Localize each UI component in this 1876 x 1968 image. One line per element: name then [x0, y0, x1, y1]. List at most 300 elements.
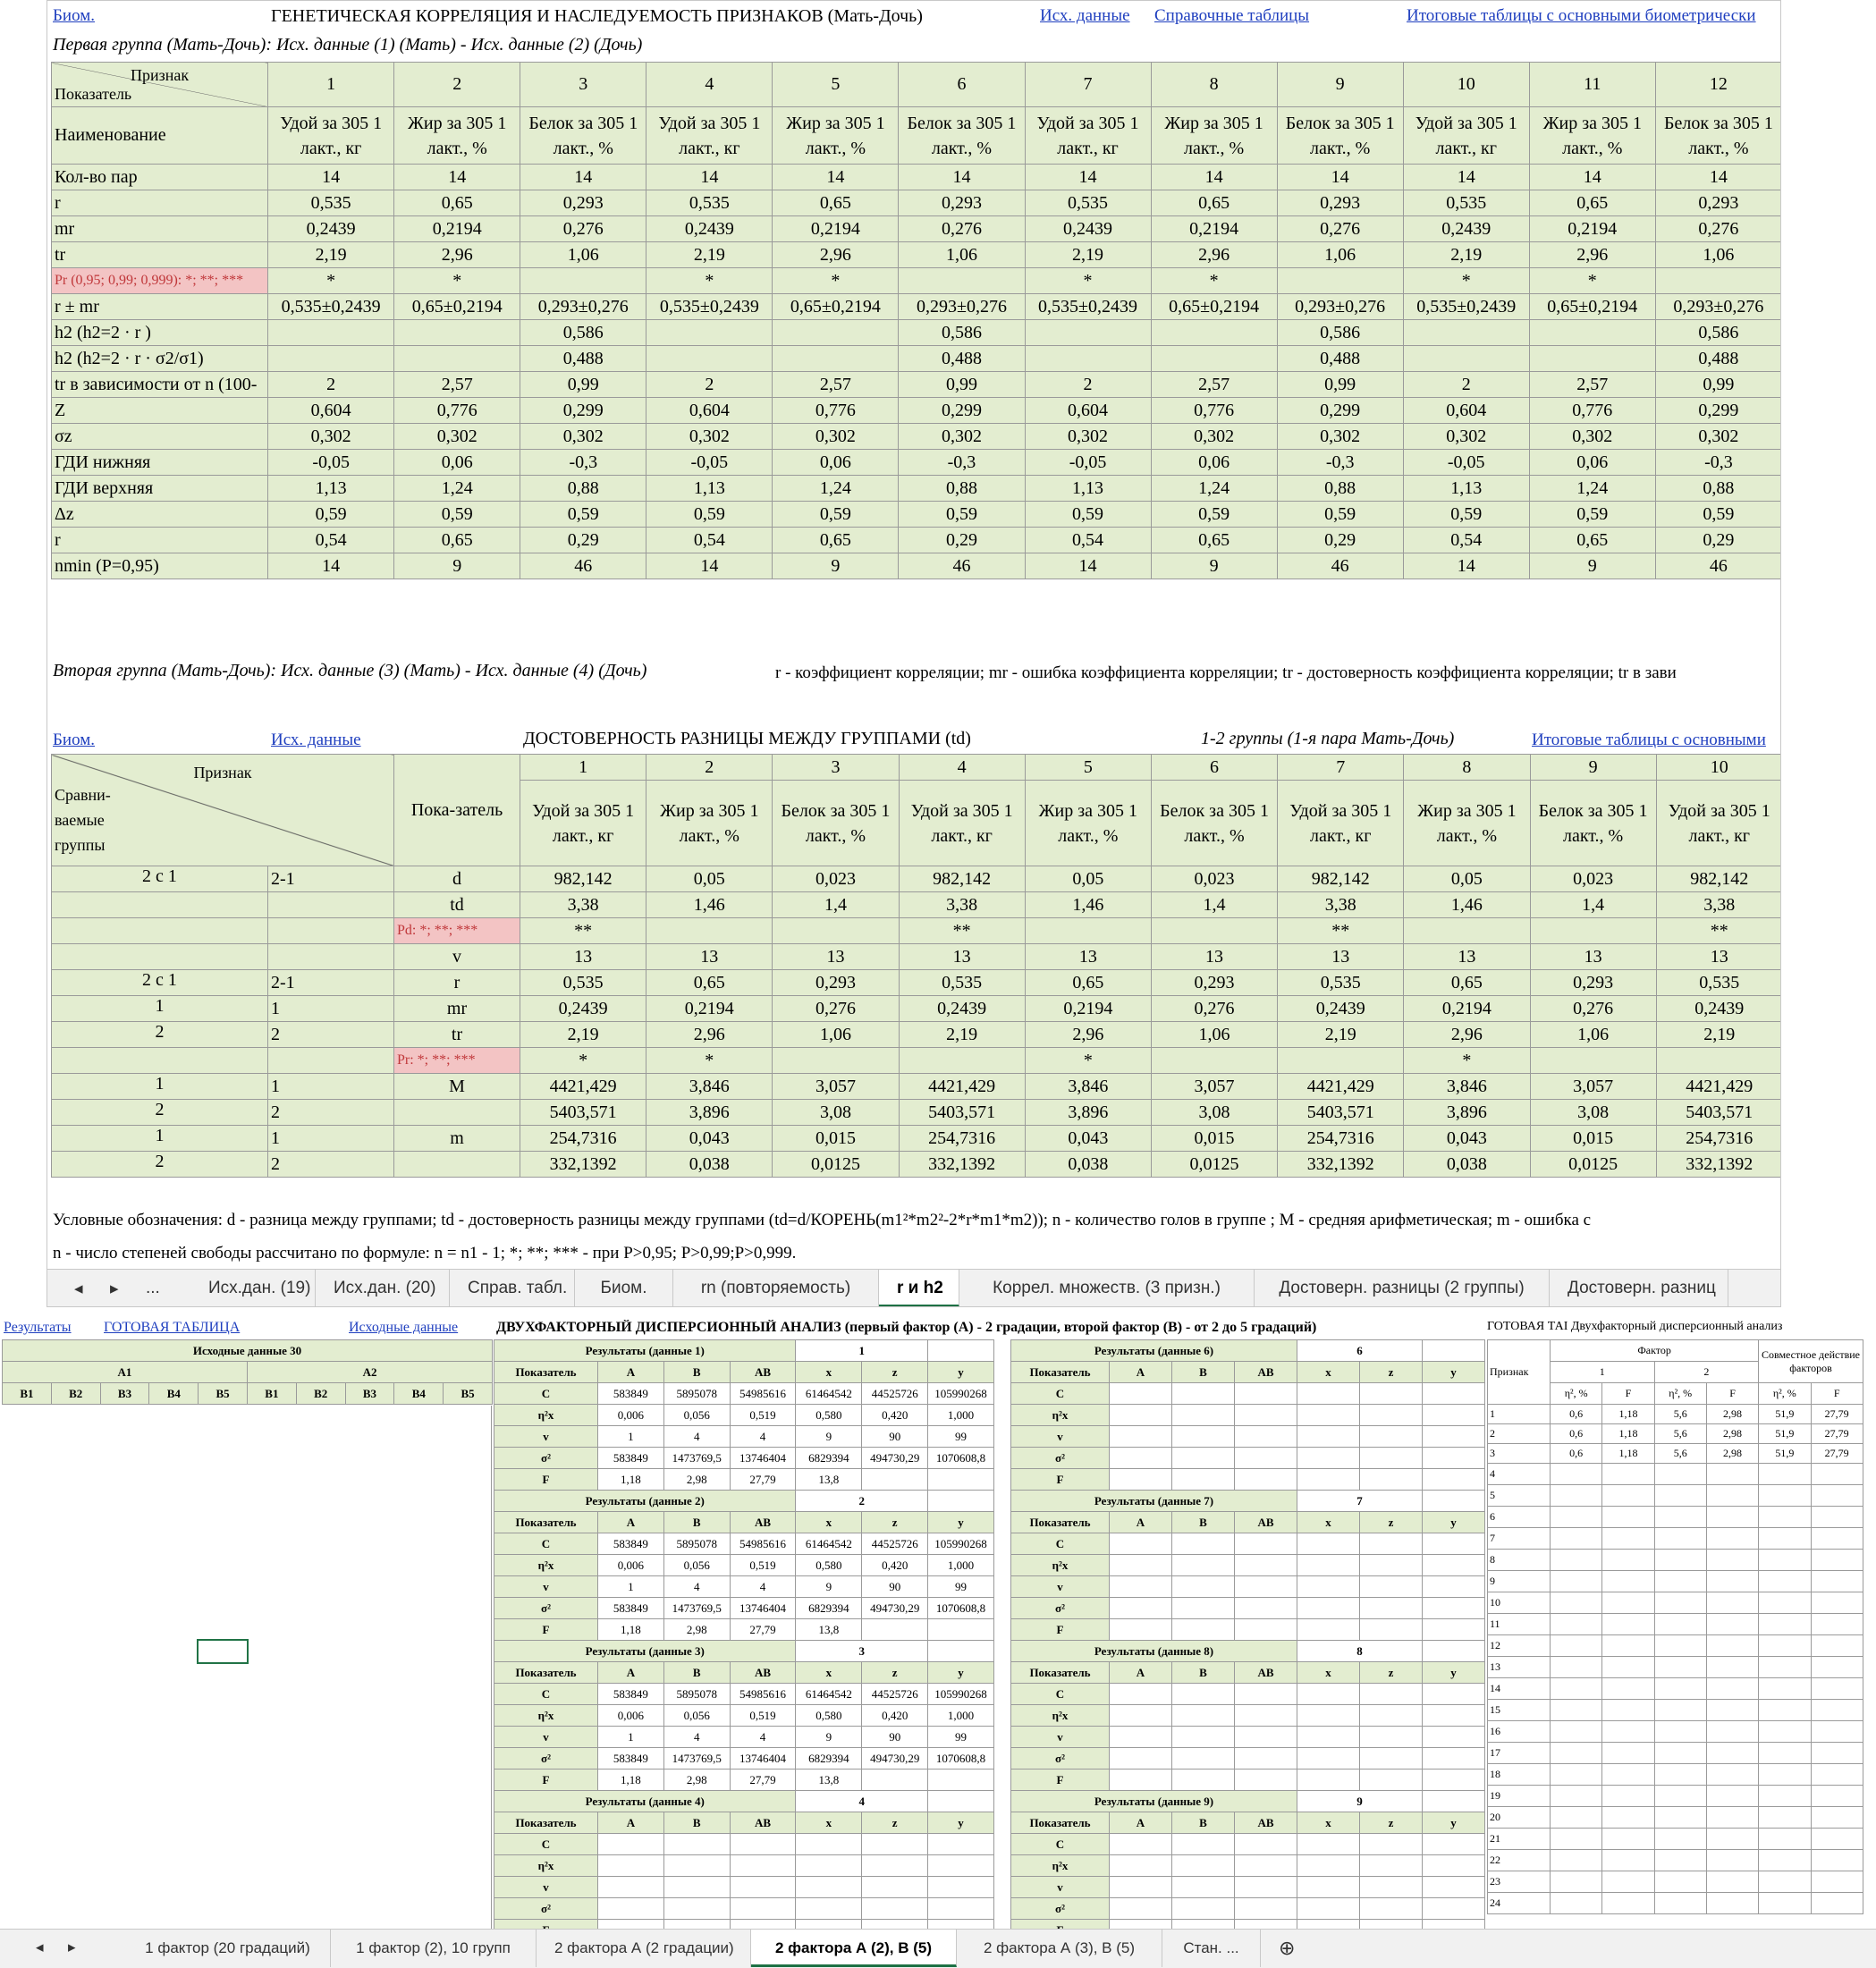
- link-biom-2[interactable]: Биом.: [53, 731, 95, 749]
- ready-cell[interactable]: 2,98: [1706, 1444, 1758, 1464]
- results-cell[interactable]: 0,580: [796, 1705, 862, 1727]
- diff-data-cell[interactable]: [1656, 1048, 1781, 1074]
- data-cell[interactable]: 0,293: [899, 190, 1025, 216]
- results-cell[interactable]: 6829394: [796, 1448, 862, 1469]
- results-cell[interactable]: [1110, 1383, 1172, 1405]
- group-code-cell[interactable]: 2: [268, 1152, 394, 1178]
- diff-data-cell[interactable]: 2,96: [1025, 1022, 1151, 1048]
- diff-data-cell[interactable]: 0,023: [1151, 866, 1277, 892]
- results-cell[interactable]: [1297, 1555, 1360, 1576]
- data-cell[interactable]: [1025, 320, 1151, 346]
- diff-data-cell[interactable]: 3,38: [1278, 892, 1404, 918]
- data-cell[interactable]: [1655, 268, 1781, 294]
- data-cell[interactable]: 0,59: [268, 502, 394, 528]
- diff-data-cell[interactable]: 3,057: [1151, 1074, 1277, 1100]
- diff-data-cell[interactable]: 332,1392: [1656, 1152, 1781, 1178]
- link-final-tables-2[interactable]: Итоговые таблицы с основными: [1532, 731, 1766, 749]
- link-ready-table[interactable]: ГОТОВАЯ ТАБЛИЦА: [104, 1320, 241, 1335]
- diff-data-cell[interactable]: 254,7316: [520, 1126, 646, 1152]
- data-cell[interactable]: 0,302: [1403, 424, 1529, 450]
- results-cell[interactable]: 583849: [598, 1383, 664, 1405]
- level-header[interactable]: B3: [345, 1383, 394, 1405]
- ready-row-number[interactable]: 21: [1488, 1829, 1551, 1850]
- results-cell[interactable]: [1110, 1555, 1172, 1576]
- results-cell[interactable]: [598, 1877, 664, 1898]
- data-cell[interactable]: 14: [773, 165, 899, 190]
- results-cell[interactable]: 1,000: [928, 1705, 994, 1727]
- results-cell[interactable]: 6829394: [796, 1598, 862, 1619]
- diff-data-cell[interactable]: 0,2439: [520, 996, 646, 1022]
- results-cell[interactable]: [1172, 1533, 1235, 1555]
- trait-name-3[interactable]: Белок за 305 1 лакт., %: [520, 107, 646, 165]
- data-cell[interactable]: -0,05: [646, 450, 773, 476]
- diff-data-cell[interactable]: 13: [1151, 944, 1277, 970]
- results-cell[interactable]: [1172, 1877, 1235, 1898]
- diff-data-cell[interactable]: **: [520, 918, 646, 944]
- results-cell[interactable]: 4: [730, 1426, 796, 1448]
- results-cell[interactable]: [1110, 1770, 1172, 1791]
- results-cell[interactable]: [1297, 1705, 1360, 1727]
- data-cell[interactable]: 14: [1151, 165, 1277, 190]
- ready-row-number[interactable]: 5: [1488, 1485, 1551, 1507]
- data-cell[interactable]: [646, 320, 773, 346]
- data-cell[interactable]: 2: [1025, 372, 1151, 398]
- ready-cell[interactable]: [1654, 1700, 1706, 1721]
- results-cell[interactable]: [928, 1619, 994, 1641]
- ready-cell[interactable]: [1811, 1592, 1863, 1614]
- data-cell[interactable]: 0,293±0,276: [520, 294, 646, 320]
- results-cell[interactable]: [1110, 1448, 1172, 1469]
- results-cell[interactable]: 0,519: [730, 1555, 796, 1576]
- diff-data-cell[interactable]: 2,19: [1656, 1022, 1781, 1048]
- col-number-1[interactable]: 1: [268, 63, 394, 107]
- results-cell[interactable]: 44525726: [862, 1684, 928, 1705]
- group-code-cell[interactable]: [268, 918, 394, 944]
- data-cell[interactable]: [1151, 320, 1277, 346]
- data-cell[interactable]: 0,302: [899, 424, 1025, 450]
- results-cell[interactable]: [928, 1855, 994, 1877]
- ready-cell[interactable]: [1706, 1571, 1758, 1592]
- results-cell[interactable]: 44525726: [862, 1383, 928, 1405]
- data-cell[interactable]: 0,59: [646, 502, 773, 528]
- col-number-5[interactable]: 5: [773, 63, 899, 107]
- data-cell[interactable]: 14: [1529, 165, 1655, 190]
- diff-data-cell[interactable]: [1530, 918, 1656, 944]
- diff-data-cell[interactable]: 13: [646, 944, 773, 970]
- sheet-tab[interactable]: Достоверн. разницы (2 группы): [1255, 1270, 1550, 1307]
- ready-cell[interactable]: [1759, 1550, 1811, 1571]
- results-cell[interactable]: 2,98: [663, 1619, 730, 1641]
- diff-data-cell[interactable]: 982,142: [899, 866, 1025, 892]
- results-cell[interactable]: [1235, 1748, 1297, 1770]
- data-cell[interactable]: [1529, 320, 1655, 346]
- ready-cell[interactable]: 5,6: [1654, 1405, 1706, 1424]
- results-cell[interactable]: [1423, 1555, 1485, 1576]
- group-code-cell[interactable]: [268, 1048, 394, 1074]
- ready-row-number[interactable]: 13: [1488, 1657, 1551, 1678]
- data-cell[interactable]: 0,06: [1529, 450, 1655, 476]
- level-header[interactable]: B2: [51, 1383, 100, 1405]
- ready-row-number[interactable]: 3: [1488, 1444, 1551, 1464]
- results-cell[interactable]: [1423, 1834, 1485, 1855]
- results-cell[interactable]: [1423, 1727, 1485, 1748]
- data-cell[interactable]: 0,299: [1277, 398, 1403, 424]
- data-cell[interactable]: 0,535: [646, 190, 773, 216]
- data-cell[interactable]: 0,99: [899, 372, 1025, 398]
- group-pair-cell[interactable]: 2 с 1: [52, 970, 268, 996]
- ready-cell[interactable]: 51,9: [1759, 1444, 1811, 1464]
- ready-row-number[interactable]: 15: [1488, 1700, 1551, 1721]
- data-cell[interactable]: 2,96: [1151, 242, 1277, 268]
- ready-cell[interactable]: [1811, 1571, 1863, 1592]
- ready-cell[interactable]: [1551, 1571, 1602, 1592]
- diff-data-cell[interactable]: [1530, 1048, 1656, 1074]
- diff-trait-name-1[interactable]: Удой за 305 1 лакт., кг: [520, 781, 646, 866]
- data-cell[interactable]: 1,13: [1025, 476, 1151, 502]
- data-cell[interactable]: 14: [899, 165, 1025, 190]
- data-cell[interactable]: [773, 346, 899, 372]
- diff-data-cell[interactable]: [899, 1048, 1025, 1074]
- results-cell[interactable]: 494730,29: [862, 1598, 928, 1619]
- diff-data-cell[interactable]: 3,846: [1404, 1074, 1530, 1100]
- data-cell[interactable]: 1,06: [1655, 242, 1781, 268]
- data-cell[interactable]: 0,65±0,2194: [1529, 294, 1655, 320]
- ready-cell[interactable]: [1811, 1464, 1863, 1485]
- diff-data-cell[interactable]: 0,05: [1025, 866, 1151, 892]
- results-cell[interactable]: [1297, 1834, 1360, 1855]
- results-cell[interactable]: [1297, 1576, 1360, 1598]
- results-cell[interactable]: [1297, 1898, 1360, 1920]
- data-cell[interactable]: 0,302: [1151, 424, 1277, 450]
- data-cell[interactable]: 0,65: [394, 528, 520, 553]
- results-cell[interactable]: [1110, 1533, 1172, 1555]
- diff-data-cell[interactable]: 1,46: [1025, 892, 1151, 918]
- sheet-tab[interactable]: r и h2: [879, 1270, 959, 1307]
- diff-col-number-2[interactable]: 2: [646, 755, 773, 781]
- results-cell[interactable]: [1110, 1877, 1172, 1898]
- diff-data-cell[interactable]: 13: [1025, 944, 1151, 970]
- data-cell[interactable]: 14: [1277, 165, 1403, 190]
- diff-data-cell[interactable]: 2,96: [646, 1022, 773, 1048]
- col-number-11[interactable]: 11: [1529, 63, 1655, 107]
- tab-scroll-right-icon[interactable]: ▸: [68, 1938, 76, 1955]
- link-biom[interactable]: Биом.: [53, 6, 95, 25]
- tab-scroll-right[interactable]: ▸: [110, 1280, 119, 1298]
- diff-data-cell[interactable]: 2,96: [1404, 1022, 1530, 1048]
- ready-cell[interactable]: [1654, 1592, 1706, 1614]
- ready-cell[interactable]: [1602, 1721, 1654, 1743]
- row-label[interactable]: tr в зависимости от n (100-: [52, 372, 268, 398]
- diff-data-cell[interactable]: 0,015: [1151, 1126, 1277, 1152]
- diff-header-indicator[interactable]: Пока-затель: [394, 755, 520, 866]
- row-label[interactable]: mr: [52, 216, 268, 242]
- results-cell[interactable]: [663, 1855, 730, 1877]
- level-header[interactable]: B5: [199, 1383, 248, 1405]
- results-cell[interactable]: [1297, 1727, 1360, 1748]
- ready-cell[interactable]: [1602, 1700, 1654, 1721]
- row-label[interactable]: Δz: [52, 502, 268, 528]
- indicator-cell[interactable]: [394, 1152, 520, 1178]
- results-cell[interactable]: [730, 1877, 796, 1898]
- ready-cell[interactable]: [1706, 1850, 1758, 1871]
- sheet-tab[interactable]: 2 фактора А (2), В (5): [751, 1930, 957, 1967]
- selected-cell[interactable]: [197, 1639, 249, 1664]
- ready-cell[interactable]: [1811, 1786, 1863, 1807]
- ready-cell[interactable]: [1706, 1507, 1758, 1528]
- results-cell[interactable]: [1423, 1598, 1485, 1619]
- diff-data-cell[interactable]: [1278, 1048, 1404, 1074]
- results-cell[interactable]: [1297, 1855, 1360, 1877]
- row-label[interactable]: r: [52, 528, 268, 553]
- results-cell[interactable]: [1110, 1426, 1172, 1448]
- results-cell[interactable]: [1360, 1555, 1423, 1576]
- diff-data-cell[interactable]: 254,7316: [1656, 1126, 1781, 1152]
- data-cell[interactable]: 1,06: [1277, 242, 1403, 268]
- data-cell[interactable]: 14: [268, 165, 394, 190]
- results-cell[interactable]: 0,006: [598, 1555, 664, 1576]
- results-cell[interactable]: [1423, 1705, 1485, 1727]
- ready-cell[interactable]: [1654, 1571, 1706, 1592]
- results-cell[interactable]: 105990268: [928, 1684, 994, 1705]
- ready-cell[interactable]: [1551, 1743, 1602, 1764]
- group-code-cell[interactable]: 2: [268, 1100, 394, 1126]
- results-cell[interactable]: 1,000: [928, 1555, 994, 1576]
- group-pair-cell[interactable]: 2: [52, 1022, 268, 1048]
- ready-cell[interactable]: [1551, 1764, 1602, 1786]
- row-label[interactable]: h2 (h2=2 · r · σ2/σ1): [52, 346, 268, 372]
- data-cell[interactable]: 0,299: [1655, 398, 1781, 424]
- results-cell[interactable]: [1360, 1748, 1423, 1770]
- results-cell[interactable]: [1297, 1533, 1360, 1555]
- results-cell[interactable]: [1172, 1855, 1235, 1877]
- data-cell[interactable]: 0,54: [646, 528, 773, 553]
- data-cell[interactable]: 0,2439: [1403, 216, 1529, 242]
- data-cell[interactable]: 0,302: [1025, 424, 1151, 450]
- results-cell[interactable]: [663, 1834, 730, 1855]
- trait-name-6[interactable]: Белок за 305 1 лакт., %: [899, 107, 1025, 165]
- ready-cell[interactable]: [1654, 1721, 1706, 1743]
- group-pair-cell[interactable]: [52, 944, 268, 970]
- ready-cell[interactable]: 51,9: [1759, 1424, 1811, 1444]
- results-cell[interactable]: [1297, 1619, 1360, 1641]
- diff-data-cell[interactable]: 3,846: [646, 1074, 773, 1100]
- diff-data-cell[interactable]: 13: [773, 944, 899, 970]
- results-cell[interactable]: [862, 1469, 928, 1491]
- level-header[interactable]: B4: [149, 1383, 199, 1405]
- ready-cell[interactable]: [1759, 1592, 1811, 1614]
- results-cell[interactable]: [1423, 1469, 1485, 1491]
- results-cell[interactable]: 90: [862, 1576, 928, 1598]
- diff-col-number-5[interactable]: 5: [1025, 755, 1151, 781]
- ready-cell[interactable]: [1551, 1635, 1602, 1657]
- ready-cell[interactable]: [1706, 1721, 1758, 1743]
- data-cell[interactable]: 0,06: [1151, 450, 1277, 476]
- results-cell[interactable]: [1172, 1684, 1235, 1705]
- data-cell[interactable]: *: [646, 268, 773, 294]
- ready-cell[interactable]: [1811, 1829, 1863, 1850]
- diff-data-cell[interactable]: 0,2194: [1025, 996, 1151, 1022]
- add-sheet-icon[interactable]: ⊕: [1279, 1937, 1296, 1959]
- data-cell[interactable]: 2: [646, 372, 773, 398]
- ready-cell[interactable]: [1759, 1850, 1811, 1871]
- row-label[interactable]: Z: [52, 398, 268, 424]
- results-cell[interactable]: 583849: [598, 1684, 664, 1705]
- diff-col-number-4[interactable]: 4: [899, 755, 1025, 781]
- results-cell[interactable]: 0,580: [796, 1405, 862, 1426]
- row-label[interactable]: nmin (P=0,95): [52, 553, 268, 579]
- data-cell[interactable]: [1277, 268, 1403, 294]
- ready-cell[interactable]: [1602, 1893, 1654, 1914]
- data-cell[interactable]: 14: [1403, 553, 1529, 579]
- results-cell[interactable]: [1110, 1898, 1172, 1920]
- data-cell[interactable]: 0,54: [268, 528, 394, 553]
- level-header[interactable]: B5: [444, 1383, 493, 1405]
- ready-row-number[interactable]: 17: [1488, 1743, 1551, 1764]
- data-cell[interactable]: 46: [520, 553, 646, 579]
- results-cell[interactable]: [1235, 1576, 1297, 1598]
- col-number-2[interactable]: 2: [394, 63, 520, 107]
- ready-cell[interactable]: [1811, 1764, 1863, 1786]
- results-cell[interactable]: 1,000: [928, 1405, 994, 1426]
- ready-row-number[interactable]: 11: [1488, 1614, 1551, 1635]
- data-cell[interactable]: 0,302: [773, 424, 899, 450]
- ready-cell[interactable]: 51,9: [1759, 1405, 1811, 1424]
- results-cell[interactable]: 27,79: [730, 1469, 796, 1491]
- ready-cell[interactable]: [1706, 1550, 1758, 1571]
- col-number-4[interactable]: 4: [646, 63, 773, 107]
- diff-data-cell[interactable]: 3,896: [1025, 1100, 1151, 1126]
- level-header[interactable]: B2: [296, 1383, 345, 1405]
- ready-cell[interactable]: 27,79: [1811, 1444, 1863, 1464]
- group-code-cell[interactable]: 2-1: [268, 970, 394, 996]
- ready-row-number[interactable]: 16: [1488, 1721, 1551, 1743]
- results-cell[interactable]: [1235, 1727, 1297, 1748]
- data-cell[interactable]: [646, 346, 773, 372]
- results-cell[interactable]: [1423, 1448, 1485, 1469]
- results-cell[interactable]: 99: [928, 1426, 994, 1448]
- ready-cell[interactable]: [1602, 1614, 1654, 1635]
- data-cell[interactable]: 46: [1655, 553, 1781, 579]
- diff-data-cell[interactable]: [773, 1048, 899, 1074]
- ready-cell[interactable]: 27,79: [1811, 1405, 1863, 1424]
- results-cell[interactable]: [1235, 1426, 1297, 1448]
- ready-cell[interactable]: 27,79: [1811, 1424, 1863, 1444]
- results-cell[interactable]: [1423, 1619, 1485, 1641]
- data-cell[interactable]: 0,65: [773, 190, 899, 216]
- results-cell[interactable]: [1297, 1877, 1360, 1898]
- results-cell[interactable]: [928, 1877, 994, 1898]
- diff-data-cell[interactable]: 3,38: [899, 892, 1025, 918]
- data-cell[interactable]: 0,2194: [1151, 216, 1277, 242]
- ready-cell[interactable]: [1602, 1807, 1654, 1829]
- data-cell[interactable]: 1,06: [520, 242, 646, 268]
- results-cell[interactable]: [1297, 1426, 1360, 1448]
- data-cell[interactable]: 2,19: [646, 242, 773, 268]
- ready-cell[interactable]: [1759, 1893, 1811, 1914]
- results-cell[interactable]: [1172, 1834, 1235, 1855]
- ready-cell[interactable]: [1602, 1829, 1654, 1850]
- results-cell[interactable]: 9: [796, 1426, 862, 1448]
- link-source-data-2[interactable]: Исх. данные: [271, 731, 361, 749]
- group-pair-cell[interactable]: [52, 918, 268, 944]
- data-cell[interactable]: -0,3: [899, 450, 1025, 476]
- results-cell[interactable]: [1297, 1405, 1360, 1426]
- data-cell[interactable]: 0,535: [1403, 190, 1529, 216]
- data-cell[interactable]: 0,59: [899, 502, 1025, 528]
- ready-cell[interactable]: [1811, 1743, 1863, 1764]
- results-cell[interactable]: 0,006: [598, 1705, 664, 1727]
- data-cell[interactable]: 0,776: [1529, 398, 1655, 424]
- results-cell[interactable]: 1473769,5: [663, 1748, 730, 1770]
- ready-cell[interactable]: [1706, 1614, 1758, 1635]
- sheet-tab[interactable]: 1 фактор (2), 10 групп: [331, 1930, 537, 1967]
- ready-cell[interactable]: [1654, 1507, 1706, 1528]
- trait-name-11[interactable]: Жир за 305 1 лакт., %: [1529, 107, 1655, 165]
- results-cell[interactable]: [1110, 1855, 1172, 1877]
- data-cell[interactable]: 0,59: [1151, 502, 1277, 528]
- data-cell[interactable]: 46: [1277, 553, 1403, 579]
- diff-data-cell[interactable]: 3,057: [1530, 1074, 1656, 1100]
- diff-data-cell[interactable]: 0,0125: [1530, 1152, 1656, 1178]
- sheet-tab[interactable]: Стан. ...: [1162, 1930, 1261, 1967]
- results-cell[interactable]: 90: [862, 1426, 928, 1448]
- diff-data-cell[interactable]: 1,46: [646, 892, 773, 918]
- ready-cell[interactable]: [1811, 1700, 1863, 1721]
- diff-data-cell[interactable]: 0,038: [1404, 1152, 1530, 1178]
- results-cell[interactable]: [1423, 1855, 1485, 1877]
- results-cell[interactable]: 54985616: [730, 1684, 796, 1705]
- results-cell[interactable]: 5895078: [663, 1684, 730, 1705]
- data-cell[interactable]: 14: [646, 165, 773, 190]
- results-cell[interactable]: [1172, 1426, 1235, 1448]
- diff-data-cell[interactable]: 4421,429: [1656, 1074, 1781, 1100]
- results-cell[interactable]: 583849: [598, 1598, 664, 1619]
- group-pair-cell[interactable]: 2 с 1: [52, 866, 268, 892]
- results-cell[interactable]: [1172, 1555, 1235, 1576]
- link-source-data-3[interactable]: Исходные данные: [349, 1320, 459, 1335]
- col-number-9[interactable]: 9: [1277, 63, 1403, 107]
- ready-cell[interactable]: [1551, 1700, 1602, 1721]
- diff-trait-name-5[interactable]: Жир за 305 1 лакт., %: [1025, 781, 1151, 866]
- diff-col-number-1[interactable]: 1: [520, 755, 646, 781]
- ready-cell[interactable]: [1811, 1871, 1863, 1893]
- ready-cell[interactable]: [1602, 1635, 1654, 1657]
- ready-cell[interactable]: [1654, 1871, 1706, 1893]
- results-cell[interactable]: [1423, 1533, 1485, 1555]
- data-cell[interactable]: 0,276: [1277, 216, 1403, 242]
- results-cell[interactable]: 4: [730, 1727, 796, 1748]
- results-cell[interactable]: [598, 1898, 664, 1920]
- diff-data-cell[interactable]: 0,535: [899, 970, 1025, 996]
- ready-cell[interactable]: [1551, 1485, 1602, 1507]
- data-cell[interactable]: 2,57: [394, 372, 520, 398]
- ready-cell[interactable]: [1706, 1485, 1758, 1507]
- results-cell[interactable]: [862, 1770, 928, 1791]
- sheet-tab[interactable]: Исх.дан. (20): [316, 1270, 450, 1307]
- ready-cell[interactable]: [1654, 1614, 1706, 1635]
- results-cell[interactable]: 494730,29: [862, 1448, 928, 1469]
- diff-data-cell[interactable]: 1,06: [773, 1022, 899, 1048]
- results-cell[interactable]: 105990268: [928, 1533, 994, 1555]
- data-cell[interactable]: 9: [1529, 553, 1655, 579]
- diff-data-cell[interactable]: 3,896: [646, 1100, 773, 1126]
- data-cell[interactable]: 0,604: [268, 398, 394, 424]
- data-cell[interactable]: 0,535±0,2439: [1403, 294, 1529, 320]
- results-cell[interactable]: 13,8: [796, 1770, 862, 1791]
- results-cell[interactable]: 1,18: [598, 1469, 664, 1491]
- results-cell[interactable]: [928, 1770, 994, 1791]
- data-cell[interactable]: 0,65: [394, 190, 520, 216]
